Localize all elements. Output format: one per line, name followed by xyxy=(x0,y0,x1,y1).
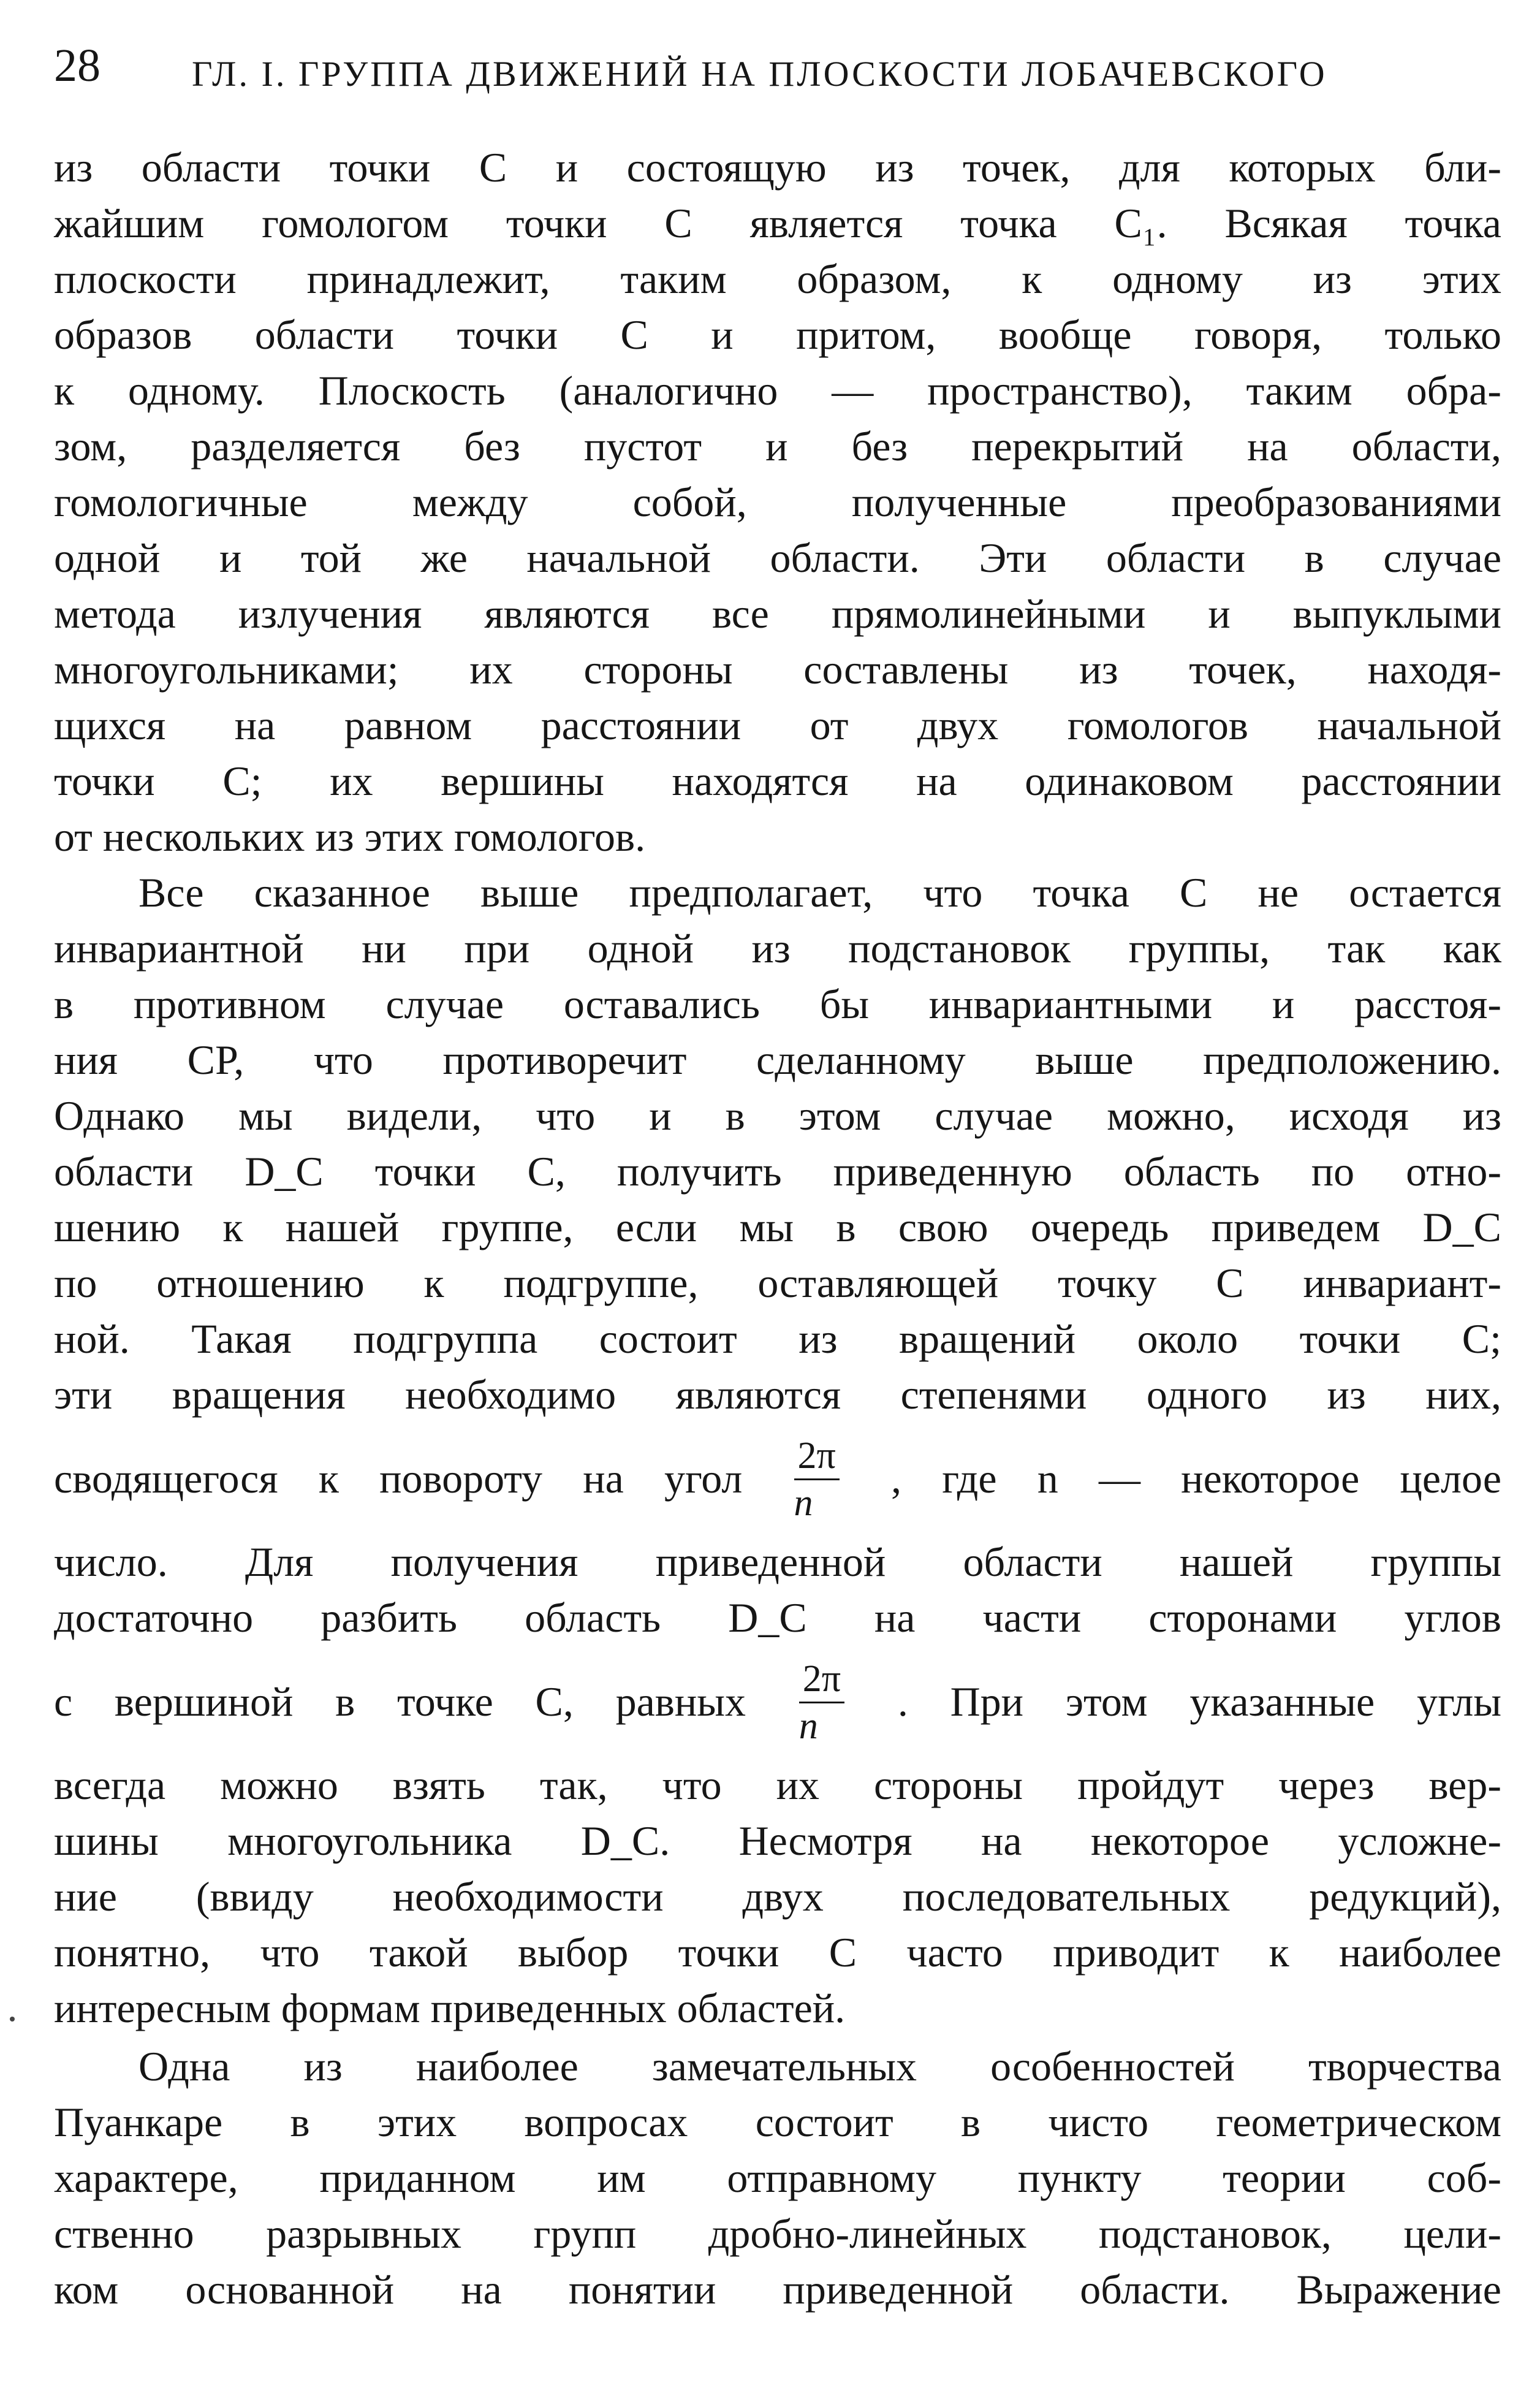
text-line: метода излучения являются все прямолинейными и выпуклыми xyxy=(54,590,1501,637)
text-line: интересным формам приведенных областей. xyxy=(54,1985,846,2031)
page-header xyxy=(54,32,1494,99)
text-line: от нескольких из этих гомологов. xyxy=(54,813,646,860)
fraction-denominator: n xyxy=(794,1482,813,1524)
text-line: всегда можно взять так, что их стороны пройдут через вер- xyxy=(54,1762,1501,1808)
margin-speck xyxy=(10,2017,15,2022)
text-line: Одна из наиболее замечательных особенностей творчества xyxy=(138,2043,1501,2090)
paragraph-2 xyxy=(54,865,1501,2036)
text-line: области D_C точки C, получить приведенную область по отно- xyxy=(54,1148,1501,1195)
text-line: гомологичные между собой, полученные преобразованиями xyxy=(54,479,1501,525)
text-line: по отношению к подгруппе, оставляющей точку C инвариант- xyxy=(54,1260,1501,1306)
formula-line-1-before: сводящегося к повороту на угол xyxy=(54,1455,743,1502)
text-line: ния CP, что противоречит сделанному выше предположению. xyxy=(54,1037,1501,1083)
text-line: инвариантной ни при одной из подстановок группы, так как xyxy=(54,925,1501,972)
text-line: шению к нашей группе, если мы в свою очередь приведем D_C xyxy=(54,1204,1501,1250)
text-line: ственно разрывных групп дробно-линейных подстановок, цели- xyxy=(54,2210,1501,2257)
fraction-numerator: 2π xyxy=(794,1437,840,1480)
text-line: зом, разделяется без пустот и без перекрытий на области, xyxy=(54,423,1501,470)
text-line: шины многоугольника D_C. Несмотря на некоторое усложне- xyxy=(54,1817,1501,1864)
text-line: характере, приданном им отправному пункту теории соб- xyxy=(54,2155,1501,2201)
text-line: точки C; их вершины находятся на одинаковом расстоянии xyxy=(54,758,1501,804)
fraction-numerator: 2π xyxy=(799,1660,844,1703)
body-text xyxy=(54,140,1501,2318)
formula-line-2-before: с вершиной в точке C, равных xyxy=(54,1678,746,1725)
paragraph-1 xyxy=(54,140,1501,865)
text-line: эти вращения необходимо являются степенями одного из них, xyxy=(54,1371,1501,1418)
text-line: ной. Такая подгруппа состоит из вращений около точки C; xyxy=(54,1315,1501,1362)
text-line: ком основанной на понятии приведенной области. Выражение xyxy=(54,2266,1501,2313)
text-line: одной и той же начальной области. Эти области в случае xyxy=(54,534,1501,581)
text-line: к одному. Плоскость (аналогично — пространство), таким обра- xyxy=(54,367,1501,414)
paragraph-3 xyxy=(54,2039,1501,2318)
text-line: в противном случае оставались бы инвариантными и расстоя- xyxy=(54,981,1501,1027)
fraction-2pi-over-n xyxy=(798,1657,844,1747)
page-number: 28 xyxy=(54,40,101,91)
text-line: жайшим гомологом точки C является точка C₁. Всякая точка xyxy=(54,200,1501,246)
text-line: образов области точки C и притом, вообще говоря, только xyxy=(54,311,1501,358)
formula-line-2 xyxy=(54,1646,1501,1757)
text-line: ние (ввиду необходимости двух последовательных редукций), xyxy=(54,1873,1501,1920)
text-line: из области точки C и состоящую из точек, для которых бли- xyxy=(54,144,1501,191)
running-head: ГЛ. I. ГРУППА ДВИЖЕНИЙ НА ПЛОСКОСТИ ЛОБАЧЕВСКОГО xyxy=(192,54,1327,94)
text-line: достаточно разбить область D_C на части сторонами углов xyxy=(54,1594,1501,1641)
text-line: плоскости принадлежит, таким образом, к одному из этих xyxy=(54,256,1501,302)
text-line: понятно, что такой выбор точки C часто приводит к наиболее xyxy=(54,1929,1501,1976)
text-line: Однако мы видели, что и в этом случае можно, исходя из xyxy=(54,1092,1501,1139)
fraction-2pi-over-n xyxy=(794,1434,840,1524)
formula-line-2-after: . При этом указанные углы xyxy=(897,1678,1502,1725)
fraction-denominator: n xyxy=(798,1705,818,1747)
text-line: Все сказанное выше предполагает, что точка C не остается xyxy=(138,869,1501,916)
text-line: щихся на равном расстоянии от двух гомологов начальной xyxy=(54,702,1501,748)
formula-line-1-after: , где n — некоторое целое xyxy=(891,1455,1502,1502)
formula-line-1 xyxy=(54,1423,1501,1534)
text-line: число. Для получения приведенной области нашей группы xyxy=(54,1539,1501,1585)
text-line: многоугольниками; их стороны составлены из точек, находя- xyxy=(54,646,1501,693)
text-line: Пуанкаре в этих вопросах состоит в чисто геометрическом xyxy=(54,2099,1501,2145)
